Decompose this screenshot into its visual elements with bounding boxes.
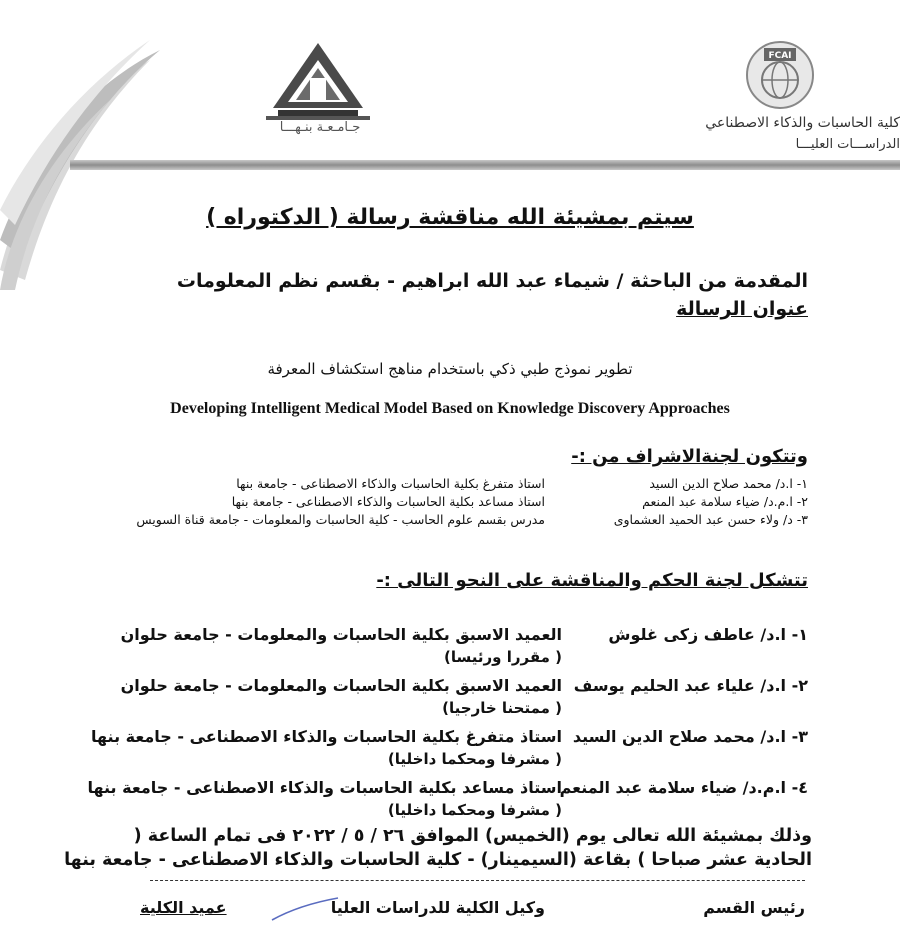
faculty-name: كلية الحاسبات والذكاء الاصطناعي [705,115,900,131]
signature-scribble [270,895,340,925]
university-name: جـامـعـة بنـهـــا [279,120,361,135]
signature-dean: عميد الكلية [140,898,227,917]
banha-university-logo [258,38,378,128]
supervisor-name: ٢- ا.م.د/ ضياء سلامة عبد المنعم [642,494,808,509]
signature-head-of-department: رئيس القسم [703,898,805,917]
faculty-logo [745,40,815,110]
signature-vice-dean: وكيل الكلية للدراسات العليا [330,898,545,917]
supervisor-name: ٣- د/ ولاء حسن عبد الحميد العشماوى [613,512,808,527]
closing-line-1: وذلك بمشيئة الله تعالى يوم (الخميس) الموافق ٢٦ / ٥ / ٢٠٢٢ فى تمام الساعة ( [133,826,812,846]
logo-text: FCAI [768,51,792,61]
jury-member-capacity: ( مقررا ورئيسا) [444,648,562,666]
jury-member-role: استاذ مساعد بكلية الحاسبات والذكاء الاصطناعى - جامعة بنها [87,778,562,797]
supervision-header: وتتكون لجنةالاشراف من :- [571,446,808,467]
supervisor-role: استاذ متفرغ بكلية الحاسبات والذكاء الاصطناعى - جامعة بنها [236,476,545,491]
jury-member-name: ١- ا.د/ عاطف زكى غلوش [608,625,808,644]
jury-member-name: ٣- ا.د/ محمد صلاح الدين السيد [572,727,808,746]
thesis-title-arabic: تطوير نموذج طبي ذكي باستخدام مناهج استكشاف المعرفة [267,360,633,378]
presenter-line: المقدمة من الباحثة / شيماء عبد الله ابراهيم - بقسم نظم المعلومات [176,270,808,292]
header-band [70,160,900,170]
supervisor-role: مدرس بقسم علوم الحاسب - كلية الحاسبات والمعلومات - جامعة قناة السويس [136,512,545,527]
thesis-label: عنوان الرسالة [676,298,808,320]
thesis-title-english: Developing Intelligent Medical Model Based on Knowledge Discovery Approaches [170,400,730,417]
faculty-department: الدراســـات العليـــا [795,137,900,152]
jury-member-role: العميد الاسبق بكلية الحاسبات والمعلومات - جامعة حلوان [120,676,562,695]
closing-line-2: الحادية عشر صباحا ) بقاعة (السيمينار) - كلية الحاسبات والذكاء الاصطناعى - جامعة بنها [64,850,812,870]
announcement-title: سيتم بمشيئة الله مناقشة رسالة ( الدكتوراه ) [206,205,694,230]
jury-member-capacity: ( ممتحنا خارجيا) [442,699,562,717]
jury-member-name: ٢- ا.د/ علياء عبد الحليم يوسف [573,676,808,695]
supervisor-role: استاذ مساعد بكلية الحاسبات والذكاء الاصطناعى - جامعة بنها [231,494,545,509]
supervisor-name: ١- ا.د/ محمد صلاح الدين السيد [649,476,808,491]
jury-member-name: ٤- ا.م.د/ ضياء سلامة عبد المنعم [559,778,808,797]
jury-header: تتشكل لجنة الحكم والمناقشة على النحو التالى :- [376,570,808,591]
jury-member-role: استاذ متفرغ بكلية الحاسبات والذكاء الاصطناعى - جامعة بنها [90,727,562,746]
jury-member-role: العميد الاسبق بكلية الحاسبات والمعلومات - جامعة حلوان [120,625,562,644]
jury-member-capacity: ( مشرفا ومحكما داخليا) [387,750,562,768]
jury-member-capacity: ( مشرفا ومحكما داخليا) [387,801,562,819]
divider [150,880,805,881]
